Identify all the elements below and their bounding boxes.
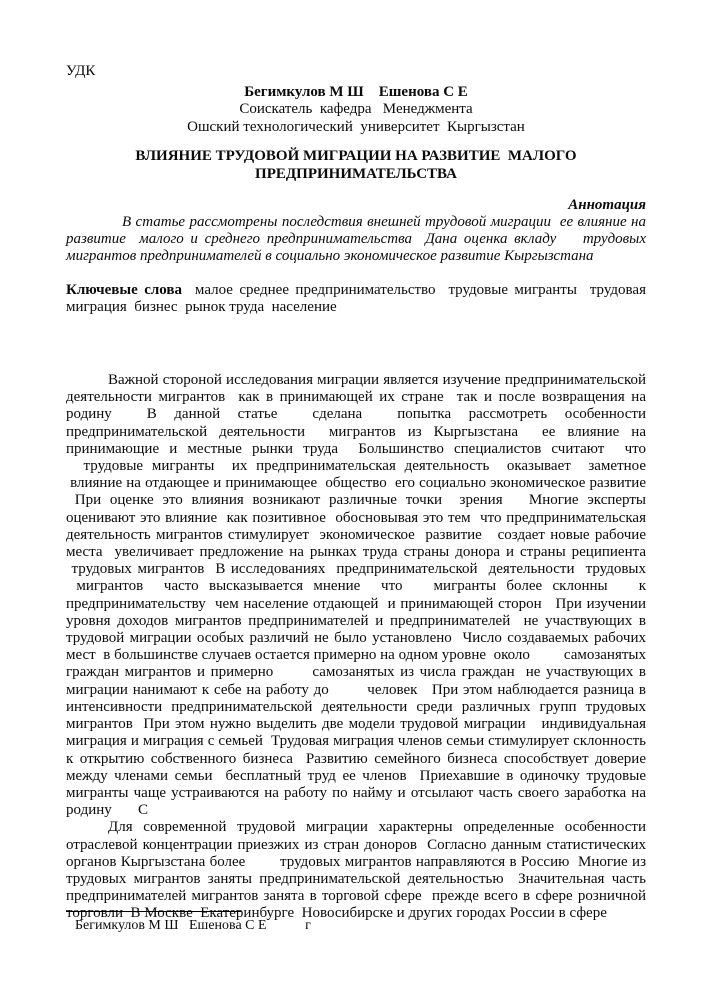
keywords-text: малое среднее предпринимательство трудовые мигранты трудовая миграция бизнес рынок труда население <box>66 281 646 315</box>
authors-line: Бегимкулов М Ш Ешенова С Е <box>244 84 468 101</box>
abstract-heading: Аннотация <box>568 196 646 213</box>
keywords-block <box>66 282 646 316</box>
page-footer <box>66 911 646 934</box>
body-paragraph-1: Важной стороной исследования миграции является изучение предпринимательской деятельности мигрантов как в принимающей их стране так и после возвращения на родину В данной статье сделана попытка рассмотреть особенности предпринимательской деятельности мигрантов из Кыргызстана ее влияние на принимающие и местные рынки труда Большинство специалистов считают что трудовые мигранты их предпринимательская деятельность оказывает заметное влияние на отдающее и принимающее общество его социально экономическое развитие При оценке это влияния возникают различные точки зрения Многие эксперты оценивают это влияние как позитивное обосновывая это тем что предпринимательская деятельность мигрантов стимулирует экономическое развитие создает новые рабочие места увеличивает предложение на рынках труда страны донора и страны реципиента трудовых мигрантов В исследованиях предпринимательской деятельности трудовых мигрантов часто высказывается мнение что мигранты более склонны к предпринимательству чем население отдающей и принимающей сторон При изучении уровня доходов мигрантов предпринимателей и предпринимателей не участвующих в трудовой миграции особых различий не было установлено Число создаваемых рабочих мест в большинстве случаев остается примерно на одном уровне около самозанятых граждан мигрантов и примерно самозанятых из числа граждан не участвующих в миграции нанимают к себе на работу до человек При этом наблюдается разница в интенсивности предпринимательской деятельности среди различных групп трудовых мигрантов При этом нужно выделить две модели трудовой миграции индивидуальная миграция и миграция с семьей Трудовая миграция членов семьи стимулирует склонность к открытию собственного бизнеса Развитию семейного бизнеса способствует доверие между членами семьи бесплатный труд ее членов Приехавшие в одиночку трудовые мигранты чаще устраиваются на работу по найму и отсылают часть своего заработка на родину С <box>66 372 646 819</box>
paper-title-line-2: ПРЕДПРИНИМАТЕЛЬСТВА <box>255 165 457 182</box>
author-position-line: Соискатель кафедра Менеджмента <box>239 101 473 118</box>
page-content <box>66 0 646 923</box>
footnote-separator-line <box>66 911 241 912</box>
abstract-text: В статье рассмотрены последствия внешней трудовой миграции ее влияние на развитие малого и среднего предпринимательства Дана оценка вкладу трудовых мигрантов предпринимателей в социально экономическое развитие Кыргызстана <box>66 214 646 265</box>
keywords-label: Ключевые слова <box>66 281 183 298</box>
footer-authors-text: Бегимкулов М Ш Ешенова С Е г <box>75 918 311 933</box>
paper-title <box>66 147 646 183</box>
body-paragraph-2: Для современной трудовой миграции характерны определенные особенности отраслевой концентрации приезжих из стран доноров Согласно данным статистических органов Кыргызстана более трудовых мигрантов направляются в Россию Многие из трудовых мигрантов заняты предпринимательской деятельностью Значительная часть предпринимателей мигрантов занята в торговой сфере прежде всего в сфере розничной торговли В Москве Екатеринбурге Новосибирске и других городах России в сфере <box>66 819 646 922</box>
paper-title-line-1: ВЛИЯНИЕ ТРУДОВОЙ МИГРАЦИИ НА РАЗВИТИЕ МАЛОГО <box>135 147 577 164</box>
affiliation-line: Ошский технологический университет Кыргызстан <box>187 118 525 135</box>
udc-label: УДК <box>66 63 96 79</box>
